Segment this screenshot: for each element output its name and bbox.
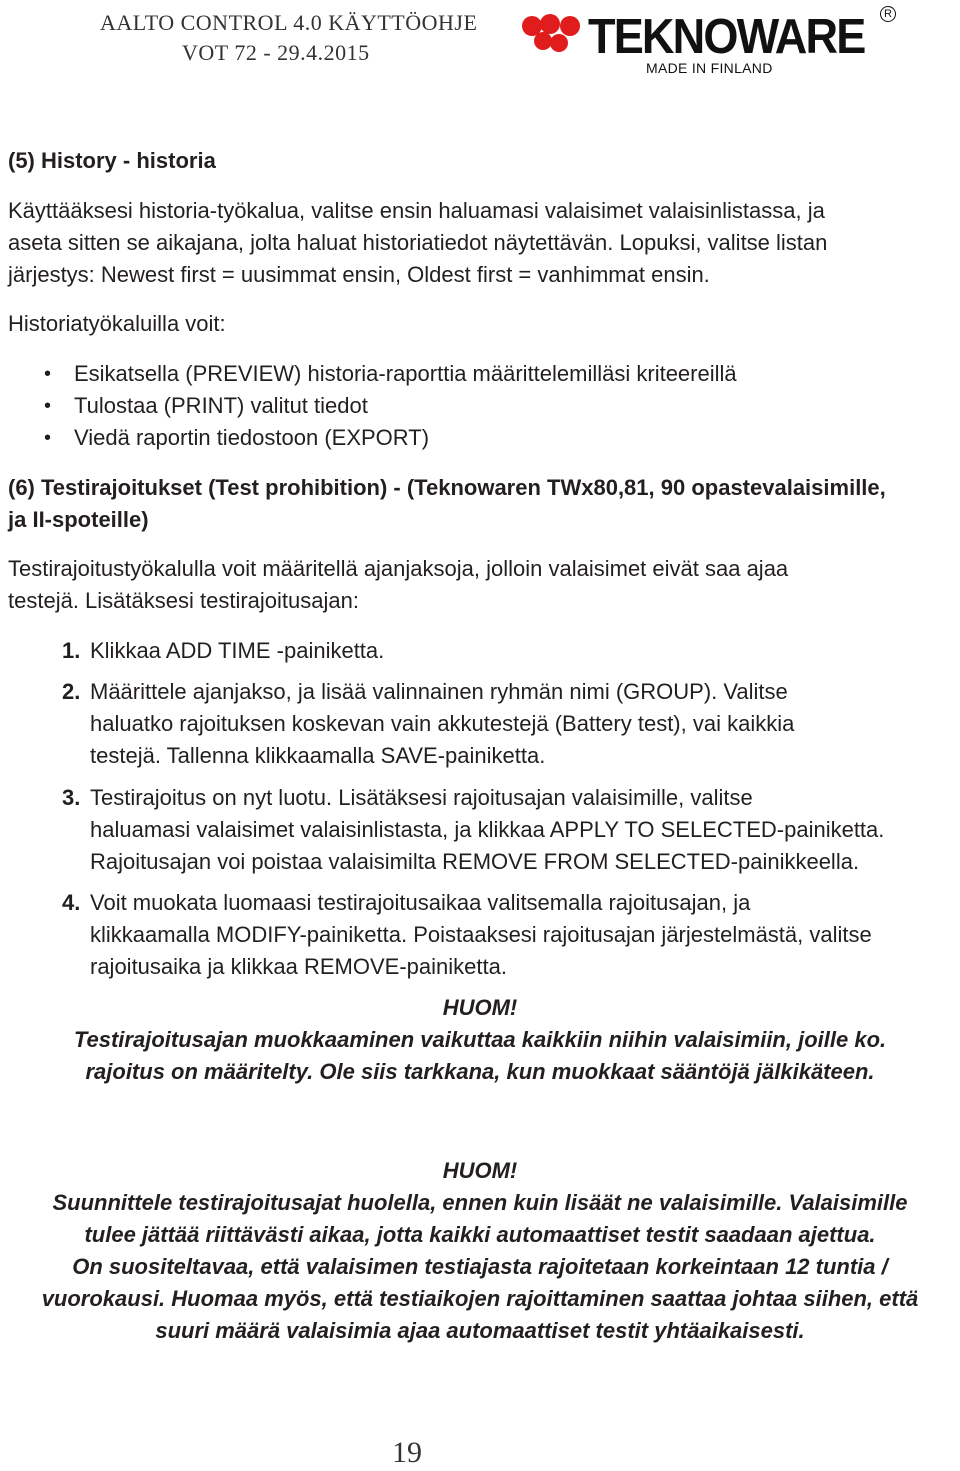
text-line: järjestys: Newest first = uusimmat ensin, Oldest first = vanhimmat ensin.: [8, 262, 710, 287]
text-line: tulee jättää riittävästi aikaa, jotta kaikki automaattiset testit saadaan ajettua.: [84, 1222, 876, 1247]
text-line: rajoitusaika ja klikkaa REMOVE-painiketta.: [90, 954, 507, 979]
text-line: Määrittele ajanjakso, ja lisää valinnainen ryhmän nimi (GROUP). Valitse: [90, 679, 788, 704]
text-line: haluamasi valaisimet valaisinlistasta, ja klikkaa APPLY TO SELECTED-painiketta.: [90, 817, 885, 842]
text-line: On suositeltavaa, että valaisimen testiajasta rajoitetaan korkeintaan 12 tuntia /: [72, 1254, 888, 1279]
text-line: Klikkaa ADD TIME -painiketta.: [90, 638, 385, 663]
step-number: 3.: [62, 785, 81, 810]
text-line: Testirajoitusajan muokkaaminen vaikuttaa kaikkiin niihin valaisimiin, joille ko.: [73, 1027, 887, 1052]
document-version: VOT 72 - 29.4.2015: [182, 40, 370, 65]
text-line: aseta sitten se aikajana, jolta haluat historiatiedot näytettävän. Lopuksi, valitse listan: [8, 230, 828, 255]
bullet-icon: •: [44, 363, 52, 385]
text-line: vuorokausi. Huomaa myös, että testiaikojen rajoittaminen saattaa johtaa siihen, että: [41, 1286, 919, 1311]
heading-line: ja II-spoteille): [8, 507, 149, 532]
step-number: 1.: [62, 638, 81, 663]
text-line: testejä. Lisätäksesi testirajoitusajan:: [8, 588, 359, 613]
text-line: haluatko rajoituksen koskevan vain akkutestejä (Battery test), vai kaikkia: [90, 711, 795, 736]
warning-title: HUOM!: [442, 1158, 518, 1183]
text-line: Testirajoitus on nyt luotu. Lisätäksesi rajoitusajan valaisimille, valitse: [90, 785, 753, 810]
text-line: Voit muokata luomaasi testirajoitusaikaa valitsemalla rajoitusajan, ja: [90, 890, 751, 915]
testprohibition-heading: [8, 472, 886, 536]
history-intro: [8, 195, 827, 291]
text-line: rajoitus on määritelty. Ole siis tarkkana, kun muokkaat sääntöjä jälkikäteen.: [85, 1059, 875, 1084]
history-tools-label: Historiatyökaluilla voit:: [8, 311, 226, 336]
teknoware-logo: [520, 8, 900, 78]
document-title: AALTO CONTROL 4.0 KÄYTTÖOHJE: [100, 10, 478, 35]
registered-mark: R: [880, 6, 896, 22]
step-number: 2.: [62, 679, 81, 704]
warning-note-1: [0, 992, 960, 1088]
bullet-icon: •: [44, 427, 52, 449]
text-line: Rajoitusajan voi poistaa valaisimilta REMOVE FROM SELECTED-painikkeella.: [90, 849, 860, 874]
history-heading: (5) History - historia: [8, 148, 216, 173]
warning-note-2: [0, 1155, 960, 1347]
logo-flower-icon: [520, 12, 586, 60]
text-line: klikkaamalla MODIFY-painiketta. Poistaaksesi rajoitusajan järjestelmästä, valitse: [90, 922, 872, 947]
text-line: Testirajoitustyökalulla voit määritellä ajanjaksoja, jolloin valaisimet eivät saa ajaa: [8, 556, 789, 581]
page-number: 19: [392, 1436, 422, 1469]
text-line: Käyttääksesi historia-työkalua, valitse ensin haluamasi valaisimet valaisinlistassa, ja: [8, 198, 825, 223]
heading-line: (6) Testirajoitukset (Test prohibition) - (Teknowaren TWx80,81, 90 opastevalaisimille,: [8, 475, 886, 500]
text-line: suuri määrä valaisimia ajaa automaattiset testit yhtäaikaisesti.: [155, 1318, 805, 1343]
bullet-icon: •: [44, 395, 52, 417]
logo-tagline: MADE IN FINLAND: [646, 60, 773, 76]
warning-title: HUOM!: [442, 995, 518, 1020]
logo-wordmark: TEKNOWARE: [588, 10, 865, 64]
testprohibition-intro: [8, 553, 788, 617]
text-line: Suunnittele testirajoitusajat huolella, ennen kuin lisäät ne valaisimille. Valaisimille: [52, 1190, 908, 1215]
step-number: 4.: [62, 890, 81, 915]
text-line: testejä. Tallenna klikkaamalla SAVE-painiketta.: [90, 743, 546, 768]
